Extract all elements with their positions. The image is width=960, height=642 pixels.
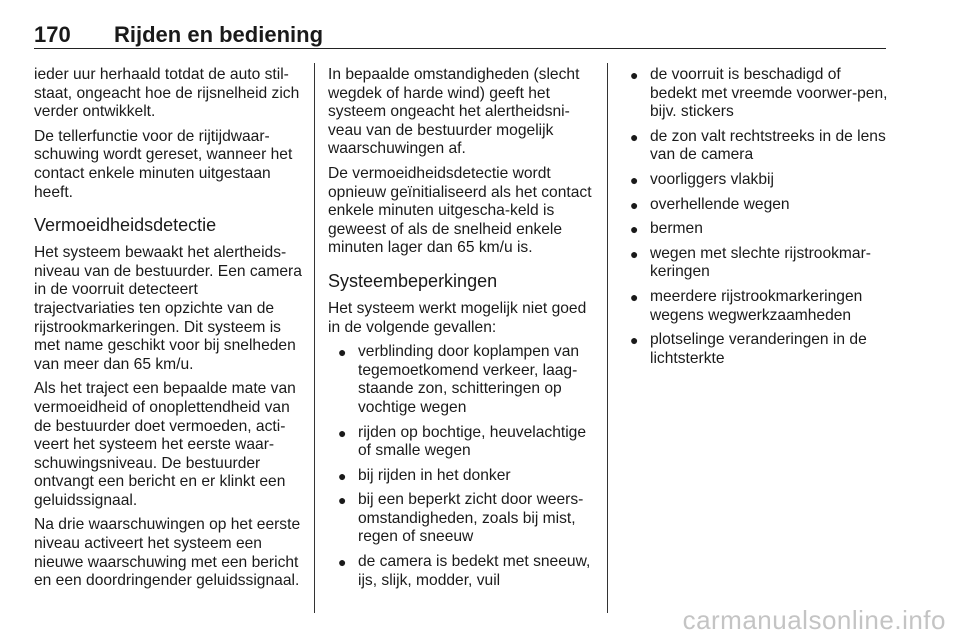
list-item: [620, 220, 888, 239]
list-item-text: bij een beperkt zicht door weers-omstandigheden, zoals bij mist, regen of sneeuw: [358, 491, 584, 546]
column-divider-1: [314, 63, 315, 613]
list-item: [328, 424, 594, 461]
bullet-icon: ●: [630, 196, 639, 213]
list-item-text: rijden op bochtige, heuvelachtige of smalle wegen: [358, 423, 587, 460]
list-item: [328, 491, 594, 547]
list-item: [328, 553, 594, 590]
list-item: [328, 467, 594, 486]
column-divider-2: [607, 63, 608, 613]
list-item-text: meerdere rijstrookmarkeringen wegens wegwerkzaamheden: [650, 287, 863, 324]
limitations-list: [328, 343, 594, 590]
paragraph: Het systeem werkt mogelijk niet goed in de volgende gevallen:: [328, 299, 587, 336]
list-item-text: de camera is bedekt met sneeuw, ijs, slijk, modder, vuil: [358, 553, 591, 589]
column-2: [328, 66, 594, 596]
list-item: [620, 331, 888, 368]
list-item-text: bij rijden in het donker: [358, 466, 511, 484]
paragraph: ieder uur herhaald totdat de auto stil-staat, ongeacht hoe de rijsnelheid zich verder ontwikkelt.: [34, 66, 300, 121]
page-header: [34, 22, 886, 49]
bullet-icon: ●: [630, 288, 639, 305]
paragraph: Als het traject een bepaalde mate van vermoeidheid of onoplettendheid van de bestuurder doet vermoeden, acti-veert het systeem het eerste waar-schuwingsniveau. De bestuurder ontvangt een bericht en er klinkt een geluidssignaal.: [34, 380, 296, 509]
heading-vermoeidheidsdetectie: Vermoeidheidsdetectie: [34, 215, 217, 236]
bullet-icon: ●: [630, 245, 639, 262]
list-item: [620, 128, 888, 165]
list-item: [328, 343, 594, 417]
bullet-icon: ●: [630, 332, 639, 349]
bullet-icon: ●: [630, 128, 639, 145]
limitations-list-continued: [620, 66, 888, 368]
section-title: Rijden en bediening: [114, 22, 324, 47]
watermark: carmanualsonline.info: [682, 605, 946, 635]
list-item-text: de zon valt rechtstreeks in de lens van de camera: [650, 127, 886, 164]
column-3: [620, 66, 888, 374]
list-item-text: verblinding door koplampen van tegemoetkomend verkeer, laag-staande zon, schitteringen op vochtige wegen: [358, 343, 580, 416]
list-item-text: bermen: [650, 220, 703, 238]
paragraph: Het systeem bewaakt het alertheids-niveau van de bestuurder. Een camera in de voorruit detecteert trajectvariaties ten opzichte van de rijstrookmarkeringen. Dit systeem is met name geschikt voor bij snelheden van meer dan 65 km/u.: [34, 244, 302, 373]
page-number: 170: [34, 22, 71, 47]
bullet-icon: ●: [630, 171, 639, 188]
list-item: [620, 196, 888, 215]
list-item: [620, 245, 888, 282]
list-item-text: de voorruit is beschadigd of bedekt met vreemde voorwer-pen, bijv. stickers: [650, 66, 888, 121]
bullet-icon: ●: [338, 554, 347, 571]
column-1: [34, 66, 302, 597]
list-item-text: overhellende wegen: [650, 195, 790, 213]
bullet-icon: ●: [630, 67, 639, 83]
paragraph: De vermoeidheidsdetectie wordt opnieuw geïnitialiseerd als het contact enkele minuten uitgescha-keld is geweest of als de snelheid enkele minuten lager dan 65 km/u is.: [328, 164, 592, 257]
bullet-icon: ●: [338, 344, 347, 361]
list-item: [620, 288, 888, 325]
list-item: [620, 66, 888, 122]
bullet-icon: ●: [338, 467, 347, 484]
list-item-text: voorliggers vlakbij: [650, 170, 774, 188]
list-item: [620, 171, 888, 190]
list-item-text: plotselinge veranderingen in de lichtsterkte: [650, 331, 867, 367]
bullet-icon: ●: [338, 492, 347, 509]
bullet-icon: ●: [630, 221, 639, 238]
paragraph: In bepaalde omstandigheden (slecht wegdek of harde wind) geeft het systeem ongeacht het alertheidsni-veau van de bestuurder mogelijk waarschuwingen af.: [328, 66, 580, 158]
paragraph: Na drie waarschuwingen op het eerste niveau activeert het systeem een nieuwe waarschuwing met een bericht en een doordringender geluidssignaal.: [34, 516, 301, 590]
list-item-text: wegen met slechte rijstrookmar-keringen: [650, 244, 871, 281]
bullet-icon: ●: [338, 424, 347, 441]
paragraph: De tellerfunctie voor de rijtijdwaar-schuwing wordt gereset, wanneer het contact enkele minuten uitgestaan heeft.: [34, 127, 293, 201]
heading-systeembeperkingen: Systeembeperkingen: [328, 270, 498, 291]
